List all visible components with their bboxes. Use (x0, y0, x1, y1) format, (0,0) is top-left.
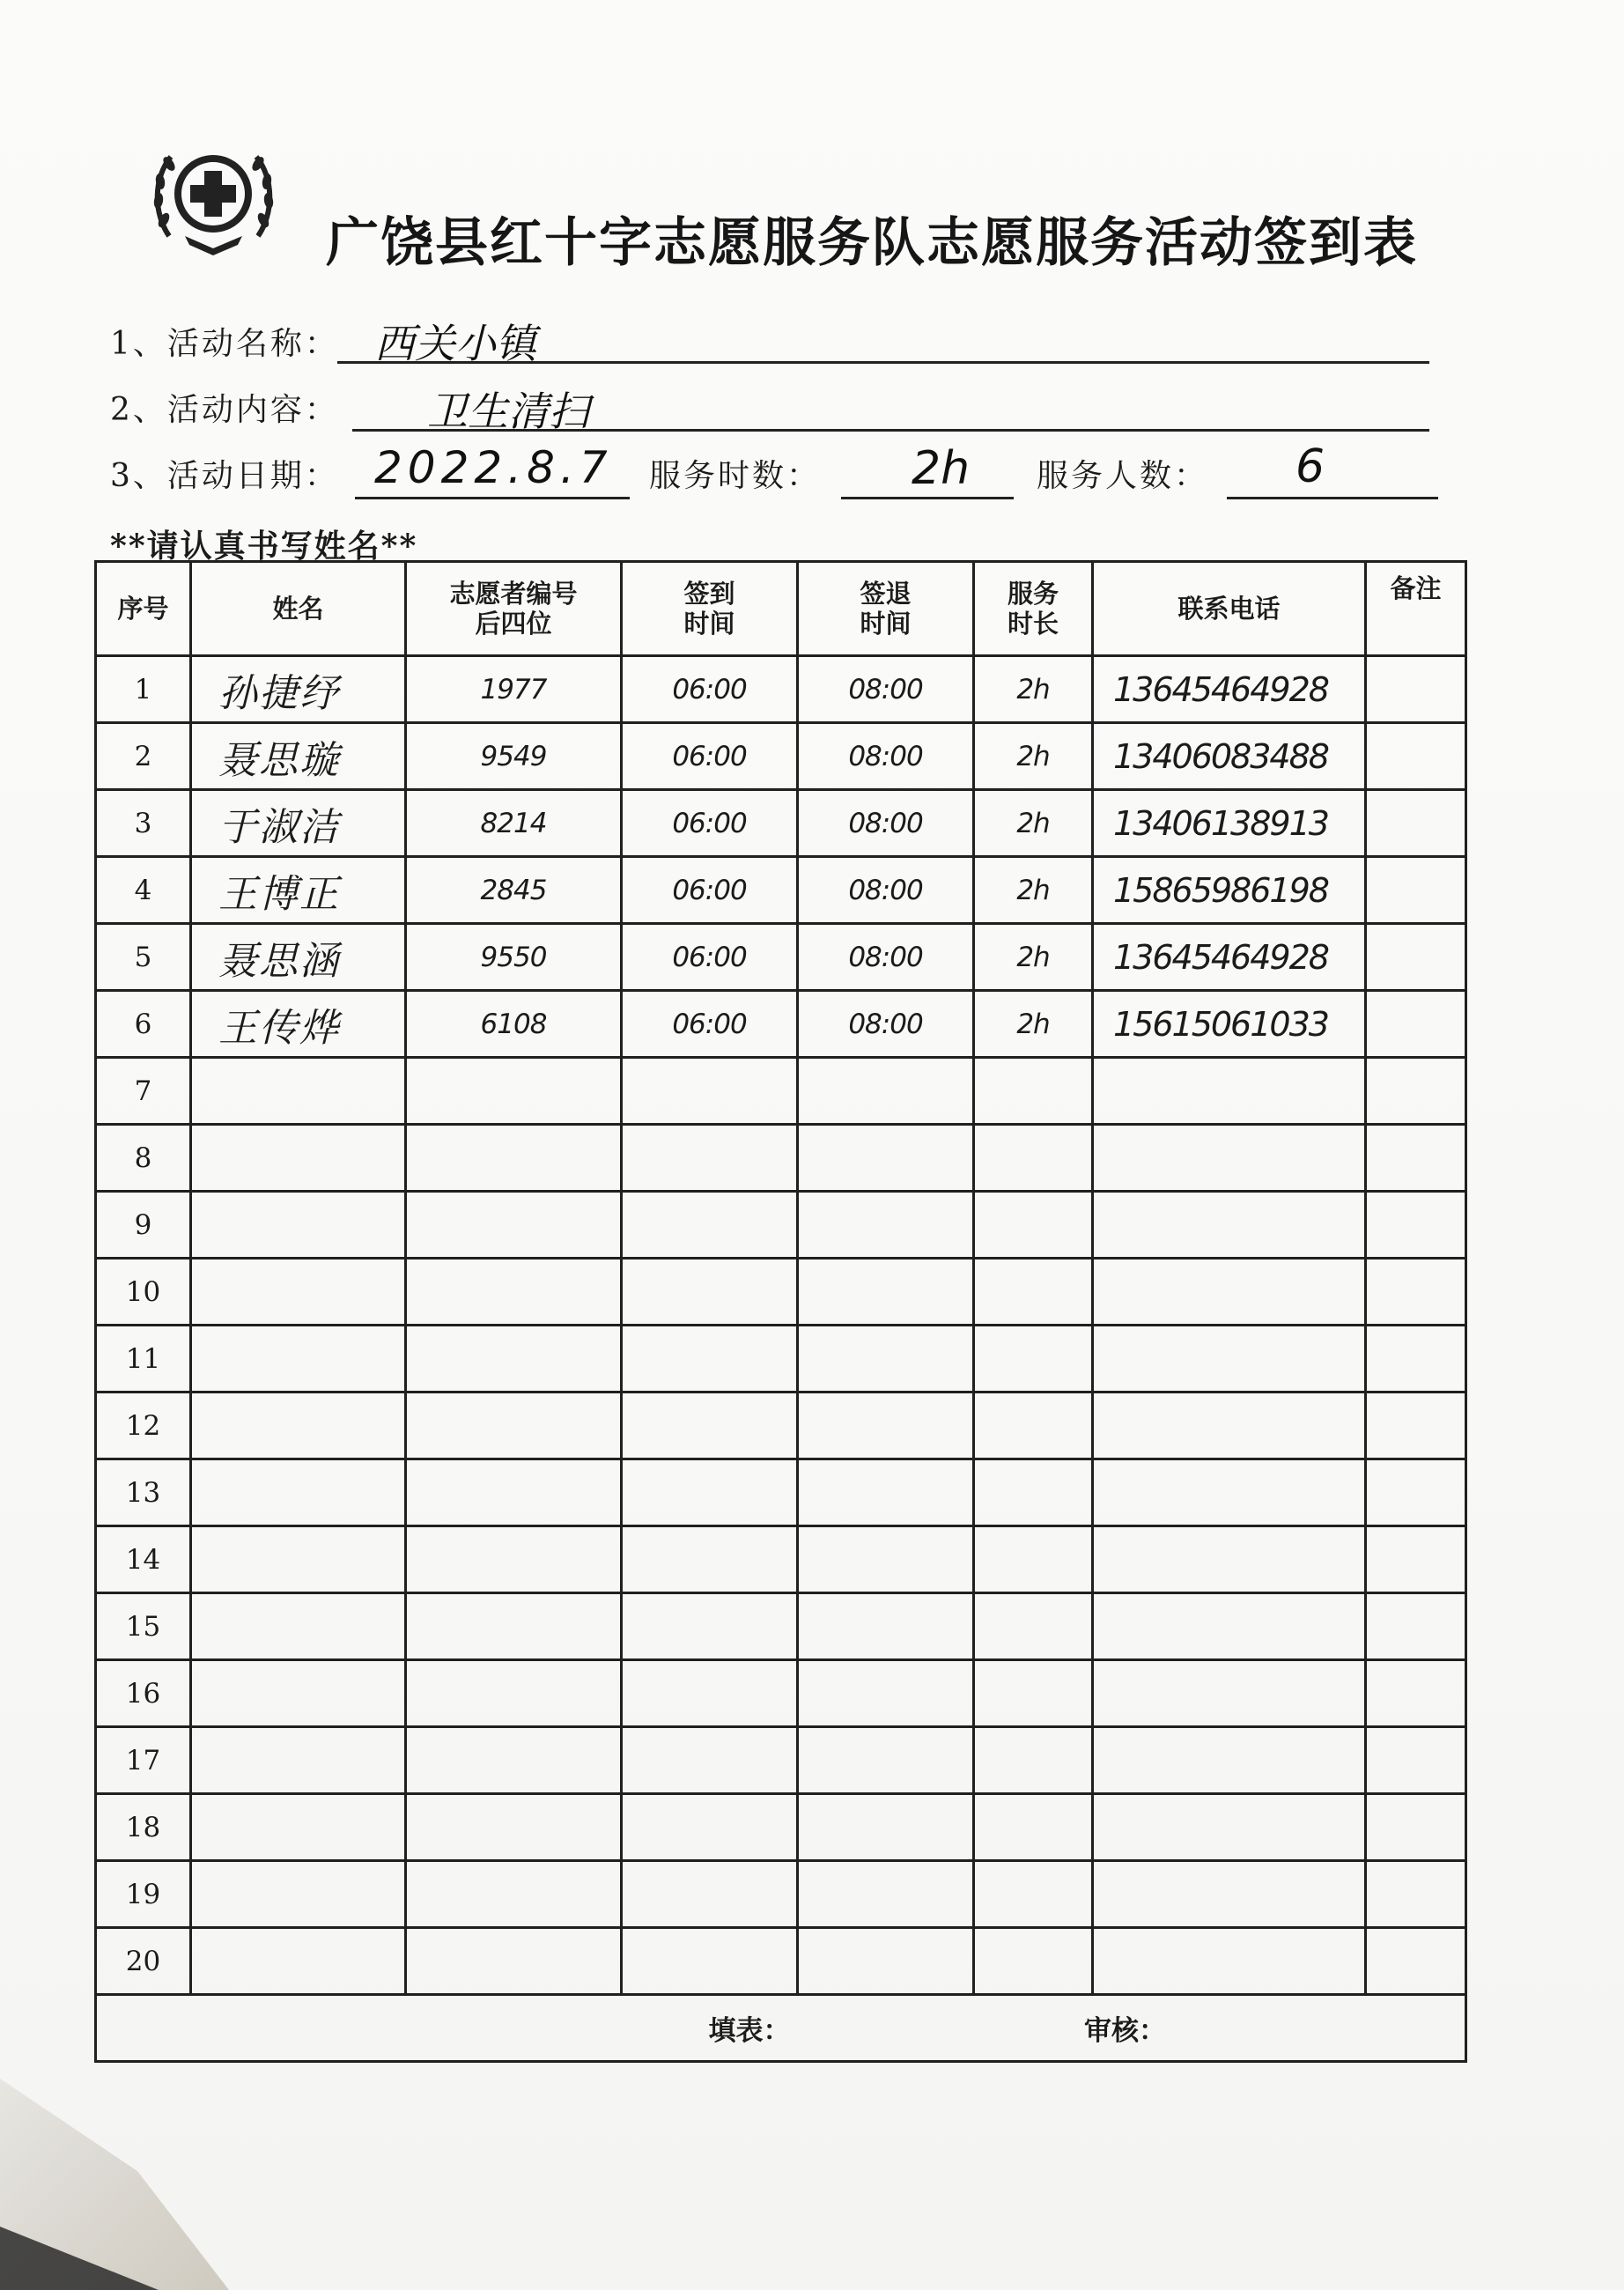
row-duration (974, 1058, 1093, 1125)
row-sign-out-time (798, 1794, 974, 1861)
row-name (191, 1058, 406, 1125)
activity-name-label: 1、活动名称： (110, 326, 339, 362)
row-phone (1093, 1459, 1366, 1526)
row-volunteer-id (406, 1125, 622, 1192)
row-phone (1093, 1660, 1366, 1727)
row-name (191, 1727, 406, 1794)
row-seq: 4 (96, 857, 191, 924)
row-seq: 16 (96, 1660, 191, 1727)
red-cross-emblem-icon (150, 132, 277, 260)
row-remark (1366, 857, 1466, 924)
row-seq: 10 (96, 1259, 191, 1326)
row-name (191, 1459, 406, 1526)
row-remark (1366, 991, 1466, 1058)
row-seq: 2 (96, 723, 191, 790)
row-sign-in-time (622, 1392, 798, 1459)
activity-content-label: 2、活动内容： (110, 392, 339, 428)
row-sign-out-time (798, 1928, 974, 1995)
row-seq: 3 (96, 790, 191, 857)
row-remark (1366, 1326, 1466, 1392)
row-phone (1093, 1794, 1366, 1861)
row-duration: 2h (974, 723, 1093, 790)
row-phone: 13645464928 (1093, 656, 1366, 723)
row-seq: 11 (96, 1326, 191, 1392)
row-duration (974, 1125, 1093, 1192)
row-phone (1093, 1593, 1366, 1660)
table-footer (96, 1995, 1466, 2062)
row-remark (1366, 790, 1466, 857)
row-sign-in-time: 06:00 (622, 656, 798, 723)
table-row (96, 1794, 1466, 1861)
activity-date-row (110, 440, 1449, 504)
row-phone (1093, 1259, 1366, 1326)
row-duration: 2h (974, 656, 1093, 723)
row-volunteer-id (406, 1794, 622, 1861)
row-sign-out-time: 08:00 (798, 656, 974, 723)
row-sign-out-time (798, 1459, 974, 1526)
col-header-sign-in-line2: 时间 (683, 609, 735, 639)
col-header-duration-line1: 服务 (1007, 579, 1059, 609)
row-remark (1366, 1259, 1466, 1326)
row-sign-in-time (622, 1928, 798, 1995)
row-sign-out-time (798, 1593, 974, 1660)
row-volunteer-id (406, 1526, 622, 1593)
row-sign-out-time: 08:00 (798, 857, 974, 924)
row-volunteer-id (406, 1861, 622, 1928)
row-duration (974, 1727, 1093, 1794)
table-body (96, 656, 1466, 1995)
row-name (191, 1392, 406, 1459)
row-name (191, 1192, 406, 1259)
row-duration (974, 1861, 1093, 1928)
table-row (96, 790, 1466, 857)
row-remark (1366, 1526, 1466, 1593)
filled-by-label: 填表： (708, 2015, 791, 2047)
activity-date-value: 2022.8.7 (374, 442, 613, 493)
row-volunteer-id (406, 1459, 622, 1526)
table-header-row (96, 562, 1466, 656)
table-row (96, 857, 1466, 924)
row-volunteer-id (406, 1660, 622, 1727)
service-people-label: 服务人数： (1037, 458, 1209, 494)
row-duration (974, 1794, 1093, 1861)
table-row (96, 1526, 1466, 1593)
col-header-sign-out-time (798, 562, 974, 656)
row-sign-out-time (798, 1058, 974, 1125)
row-sign-out-time (798, 1392, 974, 1459)
activity-content-value: 卫生清扫 (427, 388, 589, 435)
row-remark (1366, 1125, 1466, 1192)
row-phone (1093, 1326, 1366, 1392)
col-header-volunteer-id-line1: 志愿者编号 (449, 579, 578, 609)
table-row (96, 1727, 1466, 1794)
row-sign-in-time: 06:00 (622, 991, 798, 1058)
row-phone: 13645464928 (1093, 924, 1366, 991)
row-phone (1093, 1392, 1366, 1459)
row-seq: 13 (96, 1459, 191, 1526)
row-seq: 15 (96, 1593, 191, 1660)
row-volunteer-id (406, 1928, 622, 1995)
row-sign-out-time (798, 1192, 974, 1259)
row-sign-out-time (798, 1326, 974, 1392)
row-duration (974, 1326, 1093, 1392)
col-header-sign-in-line1: 签到 (683, 579, 735, 609)
col-header-volunteer-id (406, 562, 622, 656)
table-row (96, 1125, 1466, 1192)
row-remark (1366, 1861, 1466, 1928)
row-name (191, 1928, 406, 1995)
row-remark (1366, 1192, 1466, 1259)
row-volunteer-id: 6108 (406, 991, 622, 1058)
table-row (96, 1326, 1466, 1392)
row-name: 聂思涵 (191, 924, 406, 991)
row-duration (974, 1392, 1093, 1459)
col-header-name: 姓名 (191, 562, 406, 656)
row-sign-in-time (622, 1794, 798, 1861)
row-phone (1093, 1125, 1366, 1192)
row-sign-out-time (798, 1125, 974, 1192)
table-row (96, 1660, 1466, 1727)
row-sign-out-time (798, 1660, 974, 1727)
row-phone: 15615061033 (1093, 991, 1366, 1058)
row-name: 王博正 (191, 857, 406, 924)
table-row (96, 1392, 1466, 1459)
row-remark (1366, 924, 1466, 991)
row-name (191, 1593, 406, 1660)
row-seq: 1 (96, 656, 191, 723)
row-volunteer-id: 8214 (406, 790, 622, 857)
row-duration (974, 1259, 1093, 1326)
activity-name-value: 西关小镇 (374, 320, 536, 367)
table-row (96, 1259, 1466, 1326)
row-name (191, 1259, 406, 1326)
row-seq: 7 (96, 1058, 191, 1125)
row-volunteer-id: 1977 (406, 656, 622, 723)
service-hours-value: 2h (912, 442, 971, 495)
table-row (96, 924, 1466, 991)
row-remark (1366, 1794, 1466, 1861)
table-row (96, 991, 1466, 1058)
row-sign-in-time (622, 1593, 798, 1660)
col-header-sign-out-line1: 签退 (860, 579, 912, 609)
row-phone: 15865986198 (1093, 857, 1366, 924)
row-volunteer-id: 9550 (406, 924, 622, 991)
row-phone (1093, 1526, 1366, 1593)
row-sign-in-time (622, 1526, 798, 1593)
table-row (96, 1928, 1466, 1995)
row-sign-in-time (622, 1727, 798, 1794)
row-phone (1093, 1192, 1366, 1259)
col-header-volunteer-id-line2: 后四位 (475, 609, 552, 639)
row-remark (1366, 1928, 1466, 1995)
row-remark (1366, 723, 1466, 790)
reviewed-by-label: 审核： (1084, 2015, 1166, 2047)
row-sign-out-time (798, 1727, 974, 1794)
row-sign-in-time (622, 1861, 798, 1928)
row-duration (974, 1192, 1093, 1259)
service-hours-label: 服务时数： (649, 458, 822, 494)
row-seq: 19 (96, 1861, 191, 1928)
row-sign-in-time (622, 1459, 798, 1526)
row-sign-in-time (622, 1058, 798, 1125)
row-seq: 14 (96, 1526, 191, 1593)
row-seq: 5 (96, 924, 191, 991)
row-name (191, 1526, 406, 1593)
row-sign-in-time: 06:00 (622, 924, 798, 991)
service-people-line (1227, 454, 1438, 499)
row-name (191, 1660, 406, 1727)
table-row (96, 1459, 1466, 1526)
row-duration (974, 1928, 1093, 1995)
row-phone (1093, 1727, 1366, 1794)
row-sign-in-time: 06:00 (622, 790, 798, 857)
row-name: 王传烨 (191, 991, 406, 1058)
row-sign-out-time (798, 1259, 974, 1326)
row-phone (1093, 1928, 1366, 1995)
row-sign-in-time (622, 1192, 798, 1259)
row-sign-in-time (622, 1125, 798, 1192)
row-sign-out-time (798, 1526, 974, 1593)
row-name: 于淑洁 (191, 790, 406, 857)
row-duration (974, 1526, 1093, 1593)
page-title: 广饶县红十字志愿服务队志愿服务活动签到表 (326, 212, 1418, 274)
row-seq: 8 (96, 1125, 191, 1192)
row-remark (1366, 1058, 1466, 1125)
row-remark (1366, 1392, 1466, 1459)
row-seq: 9 (96, 1192, 191, 1259)
row-sign-out-time: 08:00 (798, 991, 974, 1058)
activity-content-row (110, 385, 1431, 438)
row-volunteer-id (406, 1326, 622, 1392)
row-phone (1093, 1861, 1366, 1928)
row-remark (1366, 656, 1466, 723)
table-row (96, 1192, 1466, 1259)
row-duration (974, 1593, 1093, 1660)
table-row (96, 1593, 1466, 1660)
col-header-duration (974, 562, 1093, 656)
row-sign-in-time: 06:00 (622, 857, 798, 924)
row-duration (974, 1660, 1093, 1727)
row-sign-in-time (622, 1259, 798, 1326)
table-row (96, 723, 1466, 790)
col-header-sign-in-time (622, 562, 798, 656)
table-row (96, 1861, 1466, 1928)
row-name (191, 1794, 406, 1861)
row-name (191, 1326, 406, 1392)
row-sign-out-time: 08:00 (798, 790, 974, 857)
row-phone (1093, 1058, 1366, 1125)
row-duration: 2h (974, 857, 1093, 924)
row-seq: 6 (96, 991, 191, 1058)
row-sign-in-time: 06:00 (622, 723, 798, 790)
row-volunteer-id: 9549 (406, 723, 622, 790)
row-volunteer-id (406, 1058, 622, 1125)
row-volunteer-id (406, 1259, 622, 1326)
row-duration: 2h (974, 991, 1093, 1058)
row-volunteer-id (406, 1593, 622, 1660)
col-header-remark: 备注 (1366, 562, 1466, 656)
service-people-value: 6 (1296, 440, 1325, 493)
row-phone: 13406138913 (1093, 790, 1366, 857)
instruction-note: **请认真书写姓名** (110, 528, 418, 565)
row-seq: 12 (96, 1392, 191, 1459)
table-row (96, 656, 1466, 723)
row-sign-out-time: 08:00 (798, 723, 974, 790)
table-footer-row (96, 1995, 1466, 2062)
row-duration: 2h (974, 924, 1093, 991)
row-sign-in-time (622, 1660, 798, 1727)
row-name (191, 1861, 406, 1928)
row-volunteer-id (406, 1392, 622, 1459)
row-name: 聂思璇 (191, 723, 406, 790)
activity-date-label: 3、活动日期： (110, 458, 339, 494)
row-seq: 18 (96, 1794, 191, 1861)
row-seq: 17 (96, 1727, 191, 1794)
row-name: 孙捷纾 (191, 656, 406, 723)
activity-name-row (110, 319, 1431, 372)
row-sign-in-time (622, 1326, 798, 1392)
row-duration: 2h (974, 790, 1093, 857)
sign-in-table (94, 560, 1467, 2063)
row-sign-out-time: 08:00 (798, 924, 974, 991)
row-remark (1366, 1459, 1466, 1526)
row-remark (1366, 1593, 1466, 1660)
row-volunteer-id (406, 1727, 622, 1794)
row-phone: 13406083488 (1093, 723, 1366, 790)
table-row (96, 1058, 1466, 1125)
row-volunteer-id: 2845 (406, 857, 622, 924)
row-seq: 20 (96, 1928, 191, 1995)
col-header-phone: 联系电话 (1093, 562, 1366, 656)
col-header-sign-out-line2: 时间 (860, 609, 912, 639)
row-duration (974, 1459, 1093, 1526)
row-remark (1366, 1727, 1466, 1794)
row-remark (1366, 1660, 1466, 1727)
row-sign-out-time (798, 1861, 974, 1928)
row-name (191, 1125, 406, 1192)
row-volunteer-id (406, 1192, 622, 1259)
col-header-seq: 序号 (96, 562, 191, 656)
col-header-duration-line2: 时长 (1007, 609, 1059, 639)
